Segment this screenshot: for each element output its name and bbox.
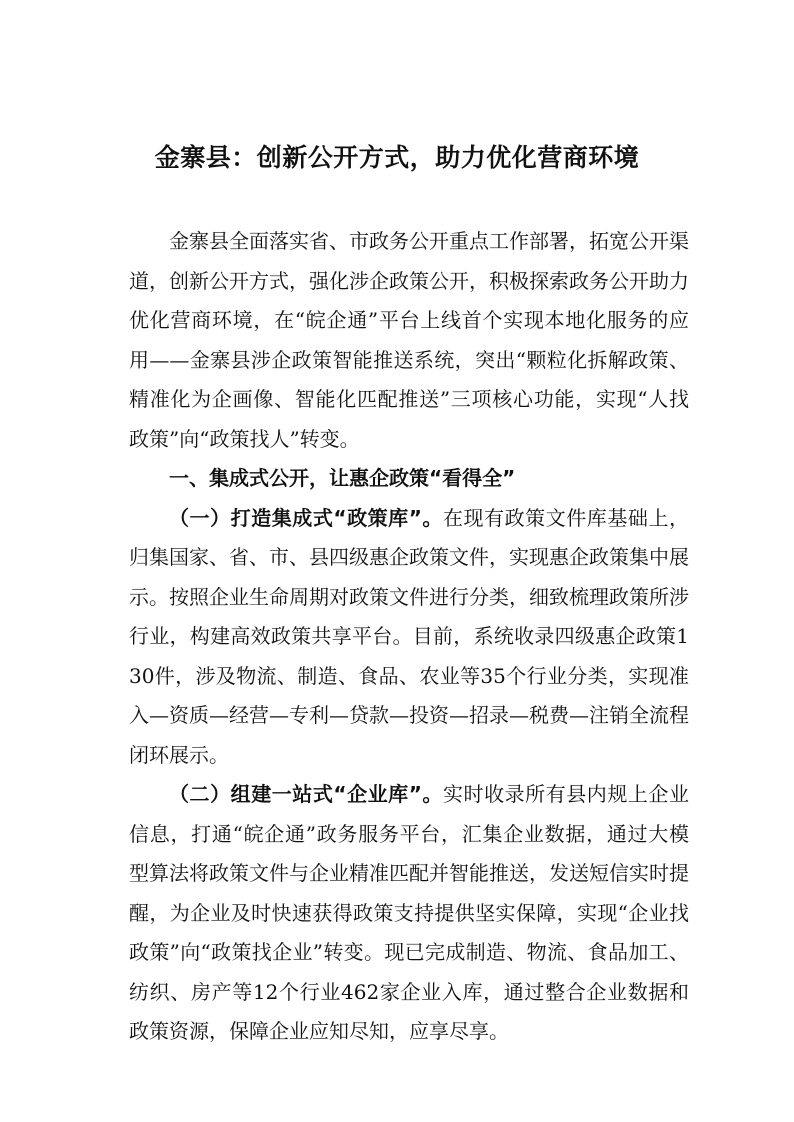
paragraph-lead: （二）组建一站式“企业库”。 — [169, 782, 443, 806]
intro-paragraph: 金寨县全面落实省、市政务公开重点工作部署，拓宽公开渠道，创新公开方式，强化涉企政策公开，积极探索政务公开助力优化营商环境，在“皖企通”平台上线首个实现本地化服务的应用——金寨县涉企政策智能推送系统，突出“颗粒化拆解政策、精准化为企画像、智能化匹配推送”三项核心功能，实现“人找政策”向“政策找人”转变。 — [129, 229, 689, 451]
section-paragraph-1 — [129, 499, 689, 776]
section-heading: 一、集成式公开，让惠企政策“看得全” — [169, 466, 516, 490]
page-title: 金寨县：创新公开方式，助力优化营商环境 — [154, 143, 640, 172]
paragraph-lead: （一）打造集成式“政策库”。 — [169, 505, 443, 530]
paragraph-text: 在现有政策文件库基础上，归集国家、省、市、县四级惠企政策文件，实现惠企政策集中展示。按照企业生命周期对政策文件进行分类，细致梳理政策所涉行业，构建高效政策共享平台。目前，系统收录四级惠企政策130件，涉及物流、制造、食品、农业等35个行业分类，实现准入—资质—经营—专利—贷款—投资—招录—税费—注销全流程闭环展示。 — [129, 505, 689, 767]
document-body — [129, 222, 689, 1052]
section-paragraph-2 — [129, 775, 689, 1052]
paragraph-text: 实时收录所有县内规上企业信息，打通“皖企通”政务服务平台，汇集企业数据，通过大模型算法将政策文件与企业精准匹配并智能推送，发送短信实时提醒，为企业及时快速获得政策支持提供坚实保障，实现“企业找政策”向“政策找企业”转变。现已完成制造、物流、食品加工、纺织、房产等12个行业462家企业入库，通过整合企业数据和政策资源，保障企业应知尽知，应享尽享。 — [129, 782, 689, 1043]
